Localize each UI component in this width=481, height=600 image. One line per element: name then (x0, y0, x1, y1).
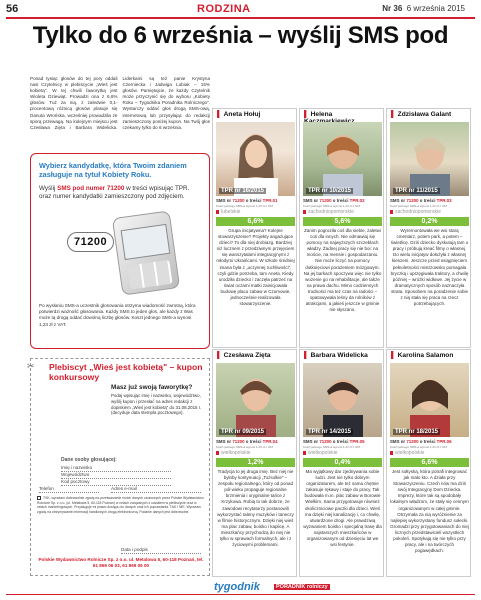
candidate-sms-fine: Koszt jednego SMS-a wynosi 1,23 zł z VAT (390, 204, 448, 208)
candidate-sms: SMS nr 71200 o treści TPR.01 (216, 198, 278, 203)
candidate-bio: Zanim pogroziła coś dla siebie, zaletwi coś dla innych. Nie odmawiaj się pomocy na najwyższych szczeblach władzy. Żadnej pracy się nie boi: na moście, na mensie i gospodarzaniu. Nie może liczyć na pomocy dotknięciowi porażeniem mózgowym. Na jej barkach spoczywa więc nie tylko wożenie go na rehabilitacje, ale także na prawa dachu. Mimo codziennych trudności ma też czas na radości – opatowywała leśny da rolników z atrakcjami, a jakieś jeszcze w gminie nie słyszano. (303, 228, 382, 313)
candidate-sms-fine: Koszt jednego SMS-a wynosi 1,23 zł z VAT (303, 445, 361, 449)
candidate-name-text: Aneta Hołuj (223, 111, 261, 118)
candidate-bio: Tradycja to jej druga imię. Bez niej nie byłoby kontynuacji „Tożsolkie" – zespołu regionalnego, który od ponad pół wieku propaguje regionalne brzmienia i oryginalne tańce z Krzykowa. Robią to tak dobrze, że zawodowi recytatorzy postanowili wykorzystać taleny muzyków i taneczy w filmie historycznym. Dzięki niej wieś ma plac zabaw, boisko i kaplicę. A mieszkańcy przychodzą do niej nie tylko w sprawach formalnych, ale i z życiowymi problemami. (217, 469, 294, 548)
candidate-sms-fine: Koszt jednego SMS-a wynosi 1,23 zł z VAT (216, 204, 274, 208)
sms-promo-box (30, 153, 210, 349)
issue-date: 6 września 2015 (406, 4, 465, 13)
issue-info (382, 4, 465, 13)
candidate-tpr: TPR nr 10/2015 (308, 188, 352, 194)
candidate-card (299, 108, 384, 348)
headline: Tylko do 6 września – wyślij SMS pod (32, 22, 449, 49)
section-title: RODZINA (197, 3, 251, 15)
candidate-card (386, 349, 471, 577)
candidate-card (299, 349, 384, 577)
candidate-photo (216, 363, 295, 437)
candidate-name-text: Barbara Widelicka (310, 352, 368, 359)
page-header (0, 0, 481, 20)
candidate-tpr: TPR nr 11/2015 (395, 188, 438, 194)
candidate-percent: 0,4% (303, 458, 382, 467)
coupon-title: Plebiscyt „Wieś jest kobietą" – kupon konkursowy (49, 362, 203, 382)
candidate-sms-fine: Koszt jednego SMS-a wynosi 1,23 zł z VAT (390, 445, 448, 449)
candidate-region: zachodniopomorskie (390, 209, 441, 215)
candidate-percent: 0,2% (390, 217, 469, 226)
candidate-card (386, 108, 471, 348)
candidate-name (304, 352, 368, 359)
phone-keypad (128, 260, 173, 290)
candidate-photo (390, 122, 469, 196)
voter-data-label: Dane osoby głosującej: (61, 457, 117, 463)
page-footer (0, 580, 481, 596)
candidate-name-text: Czesława Zięta (223, 352, 271, 359)
coupon-instructions: Podaj wpisując imię i nazwisko, województwo, wyślij kupon i przesłać na adres redakcji z dopiskiem „Wieś jest kobietą" do 31.08.2015 r. (decyduje data stempla pocztowego). (111, 393, 202, 416)
portrait-icon (216, 363, 295, 437)
page-number: 56 (6, 3, 19, 15)
candidate-bio: Wyremontowała we wsi starą cmentarz, potem park, a potem – świetlicę. Dziś dziecko dyskutują tam o pracy i próbują kreać filmy o własnej. Do wielu inicjatyw dołożyła z własnej kieszeni. Jeszcze przed osiągnięciem pełnoletności mistrzowsko pomagała bryczką i uprzęgiwała traktory, a chwilę później – wróżki widłowe. Jej życie w dramatycznych sposób naznaczyła strata. Sposobem na poradzenie sobie z nią stała się praca na rzecz potrzebujących. (390, 228, 469, 307)
candidate-photo (390, 363, 469, 437)
coupon-field-postal[interactable]: Kod pocztowy (61, 479, 171, 486)
phone-image (112, 210, 180, 295)
candidate-tpr: TPR nr 18/2015 (395, 429, 439, 435)
candidate-sms-fine: Koszt jednego SMS-a wynosi 1,23 zł z VAT (216, 445, 274, 449)
candidate-region: lubelskie (216, 209, 240, 215)
phone-number-bubble: 71200 (67, 232, 114, 252)
contest-coupon (27, 358, 210, 576)
coupon-address: Polskie Wydawnictwo Rolnicze Sp. z o.o. ul. Metalowa 5, 60-118 Poznań, tel. 61 869 06 03, 61 869 06 00 (38, 557, 204, 568)
candidate-percent: 6,6% (390, 458, 469, 467)
promo-text-post: w treści wpisując TPR. oraz numer kandydatki zamieszczony pod zdjęciem. (39, 185, 190, 200)
candidate-tpr: TPR nr 16/2015 (221, 188, 265, 194)
flag-icon: ▌ (217, 111, 222, 118)
candidate-bio: Grupa inicjatywna? Kolejne stowarzyszenie? Projekty angażujące dzieci? To dla niej drobiazg. Bardziej niż lucznem z przedziwnym przejęciem się wanszytalami integracyjnymi z młodymi Ukraińcami. W szkole średniej imana była z „uczynnej ruchliwości", czyli gdzie potrzeba, tam Aneta. Kiedy urodziła dziecko i zaczęła patrzeć na świat oczami matki zainicjowała budowę placu zabaw w Czumowie, jednocześnie realizowała stowarzyszenie. (216, 228, 295, 307)
promo-sms-number: SMS pod numer 71200 (57, 185, 125, 192)
candidate-sms: SMS nr 71200 o treści TPR.06 (390, 439, 452, 444)
portrait-icon (216, 122, 295, 196)
candidate-name-text: Karolina Salamon (397, 352, 454, 359)
coupon-field-email[interactable]: Adres e-mail (111, 486, 201, 493)
candidate-name (391, 352, 453, 359)
candidate-tpr: TPR nr 14/2015 (308, 429, 352, 435)
coupon-fine-print-text: TSK, wyrażam dobrowolnie zgodę na przetwarzanie moich danych osobowych przez Polskie Wydawnictwo Rolnicze Sp. z o.o. (ul. Metalowa 5, 60-118 Poznań) w celach związanych z udziałem w plebiscycie oraz w celach marketingowych. Przysługuje mi prawo dostępu do danych oraz ich poprawiania. TAK / NIE. Wyrażam zgodę na otrzymywanie informacji handlowych drogą elektroniczną. Podanie danych jest dobrowolne. (37, 496, 204, 514)
candidate-bio: Jest sołtyską, która potrafi integrować jak mało kto. A działa przy Stowarzyszeniu. Czech nów ma dziś swój Integracyjny Dom Dziecka. Imprezy, które tak są spodobały lokalnym władzom, że stały się cennym organizowanym w całej gminie. Otrzymała za nią wyróżnienie za najlepiej wykorzystany fundusz sołecki. Gromadzi przy przygotowaniach do niej licznych przedstawicieli wszystkich pokoleń. Spotykają się nie tylko przy pracy, ale i na twórczych pogawędkach. (390, 469, 469, 554)
coupon-fine-print (37, 496, 205, 514)
phone-screen (121, 224, 171, 260)
candidate-bio: Ma wyjątkowy dar zjednywania sobie ludzi. Jest nie tylko dobrym organizatorem, ale też sama chętnie zakasuje rękawy i staje do pracy. Tak budowała m.in. plac zabaw w Borowie Wielkim. Sama przygotowuje również okoliczniciowe paczki dla dzieci. Wieś ma dzięki niej kanalizację i, co chwilę, utwardzone drogi. Ale prawdziwą wyzwaniem boisko i specjalną trasę dla najstarszych mieszkańców w organizowanym od dziesięciu lat we wsi festynie. (303, 469, 382, 548)
portrait-icon (390, 363, 469, 437)
candidate-photo (216, 122, 295, 196)
candidate-sms: SMS nr 71200 o treści TPR.02 (303, 198, 365, 203)
consent-checkbox[interactable] (37, 496, 41, 500)
candidate-name-text: Zdzisława Galant (397, 111, 452, 118)
candidate-region: wielkopolskie (216, 450, 250, 456)
magazine-logo-badge: PORADNIK rolniczy (276, 584, 328, 590)
coupon-question: Masz już swoją faworytkę? (111, 384, 193, 391)
flag-icon: ▌ (391, 352, 396, 359)
coupon-date-sign[interactable]: Data i podpis (121, 547, 201, 554)
candidate-name (217, 111, 260, 118)
header-rule (6, 17, 475, 19)
candidate-region: wielkopolskie (390, 450, 424, 456)
candidate-sms: SMS nr 71200 o treści TPR.05 (303, 439, 365, 444)
coupon-field-region[interactable]: Województwo (61, 472, 171, 479)
portrait-icon (390, 122, 469, 196)
flag-icon: ▌ (217, 352, 222, 359)
candidate-percent: 1,2% (216, 458, 295, 467)
footer-rule (6, 594, 475, 595)
promo-text-pre: Wyślij (39, 185, 58, 192)
promo-text (31, 179, 209, 201)
candidate-region: wielkopolskie (303, 450, 337, 456)
candidate-photo (303, 363, 382, 437)
candidate-name (217, 352, 271, 359)
candidate-name (391, 111, 451, 118)
coupon-field-phone[interactable]: Telefon (39, 486, 99, 493)
candidate-sms: SMS nr 71200 o treści TPR.04 (216, 439, 278, 444)
candidate-percent: 5,6% (303, 217, 382, 226)
scissors-icon: ✂ (27, 361, 35, 371)
flag-icon: ▌ (304, 352, 309, 359)
candidate-photo (303, 122, 382, 196)
candidate-sms: SMS nr 71200 o treści TPR.03 (390, 198, 452, 203)
candidate-tpr: TPR nr 09/2015 (221, 429, 265, 435)
intro-article (30, 76, 210, 131)
candidate-name-text: Helena (310, 111, 333, 118)
portrait-icon (303, 122, 382, 196)
candidate-card (212, 349, 297, 577)
portrait-icon (303, 363, 382, 437)
candidate-sms-fine: Koszt jednego SMS-a wynosi 1,23 zł z VAT (303, 204, 361, 208)
magazine-logo: tygodnik (214, 581, 260, 593)
flag-icon: ▌ (391, 111, 396, 118)
coupon-field-name[interactable]: Imię i nazwisko (61, 465, 171, 472)
flag-icon: ▌ (304, 111, 309, 118)
promo-heading: Wybierz kandydatkę, która Twoim zdaniem zasługuje na tytuł Kobiety Roku. (39, 161, 187, 179)
candidate-percent: 6,6% (216, 217, 295, 226)
candidate-card (212, 108, 297, 348)
article-text: Ponad tysiąc głosów do tej pory oddali nasi Czytelnicy w plebiscycie „Wieś jest kobietą". W tej chwili faworytką jest Wioleta Dziewiąt. Prowadzi ona z 6,6% głosów. Tuż za nią, z zaledwie 0,1-procentową różnicą głosów plasuje się Danuta Wrońska, wcześniej prowadziła ze sporą przewagą. Na kolejnym miejscu jest Czesława Zięta i Barbara Widelicka. Liderkami są też panie Krystyna Czerniecka i Jadwiga Lubiak – 15% głosów. Pamiętajcie, że każdy Czytelnik może przyczynić się do wyboru „Kobiety Roku – Tygodnika Poradnika Rolniczego". Wystarczy oddać głos drogą SMS-ową, internetową lub przysyłając do redakcji zamieszczony poniżej kupon. Na Twój głos czekamy tylko do 6 września. (30, 76, 210, 130)
candidate-region: zachodniopomorskie (303, 209, 354, 215)
issue-number: Nr 36 (382, 4, 403, 13)
promo-footnote: Po wysłaniu SMS-a uczestnik głosowania otrzyma wiadomość zwrotną, która potwierdzi ważność głosowania. Każdy SMS to jeden głos, ale każdy z Was może tą drogą oddać dowolną liczbę głosów. Koszt jednego SMS-a wynosi 1,23 zł z VAT. (39, 303, 196, 327)
